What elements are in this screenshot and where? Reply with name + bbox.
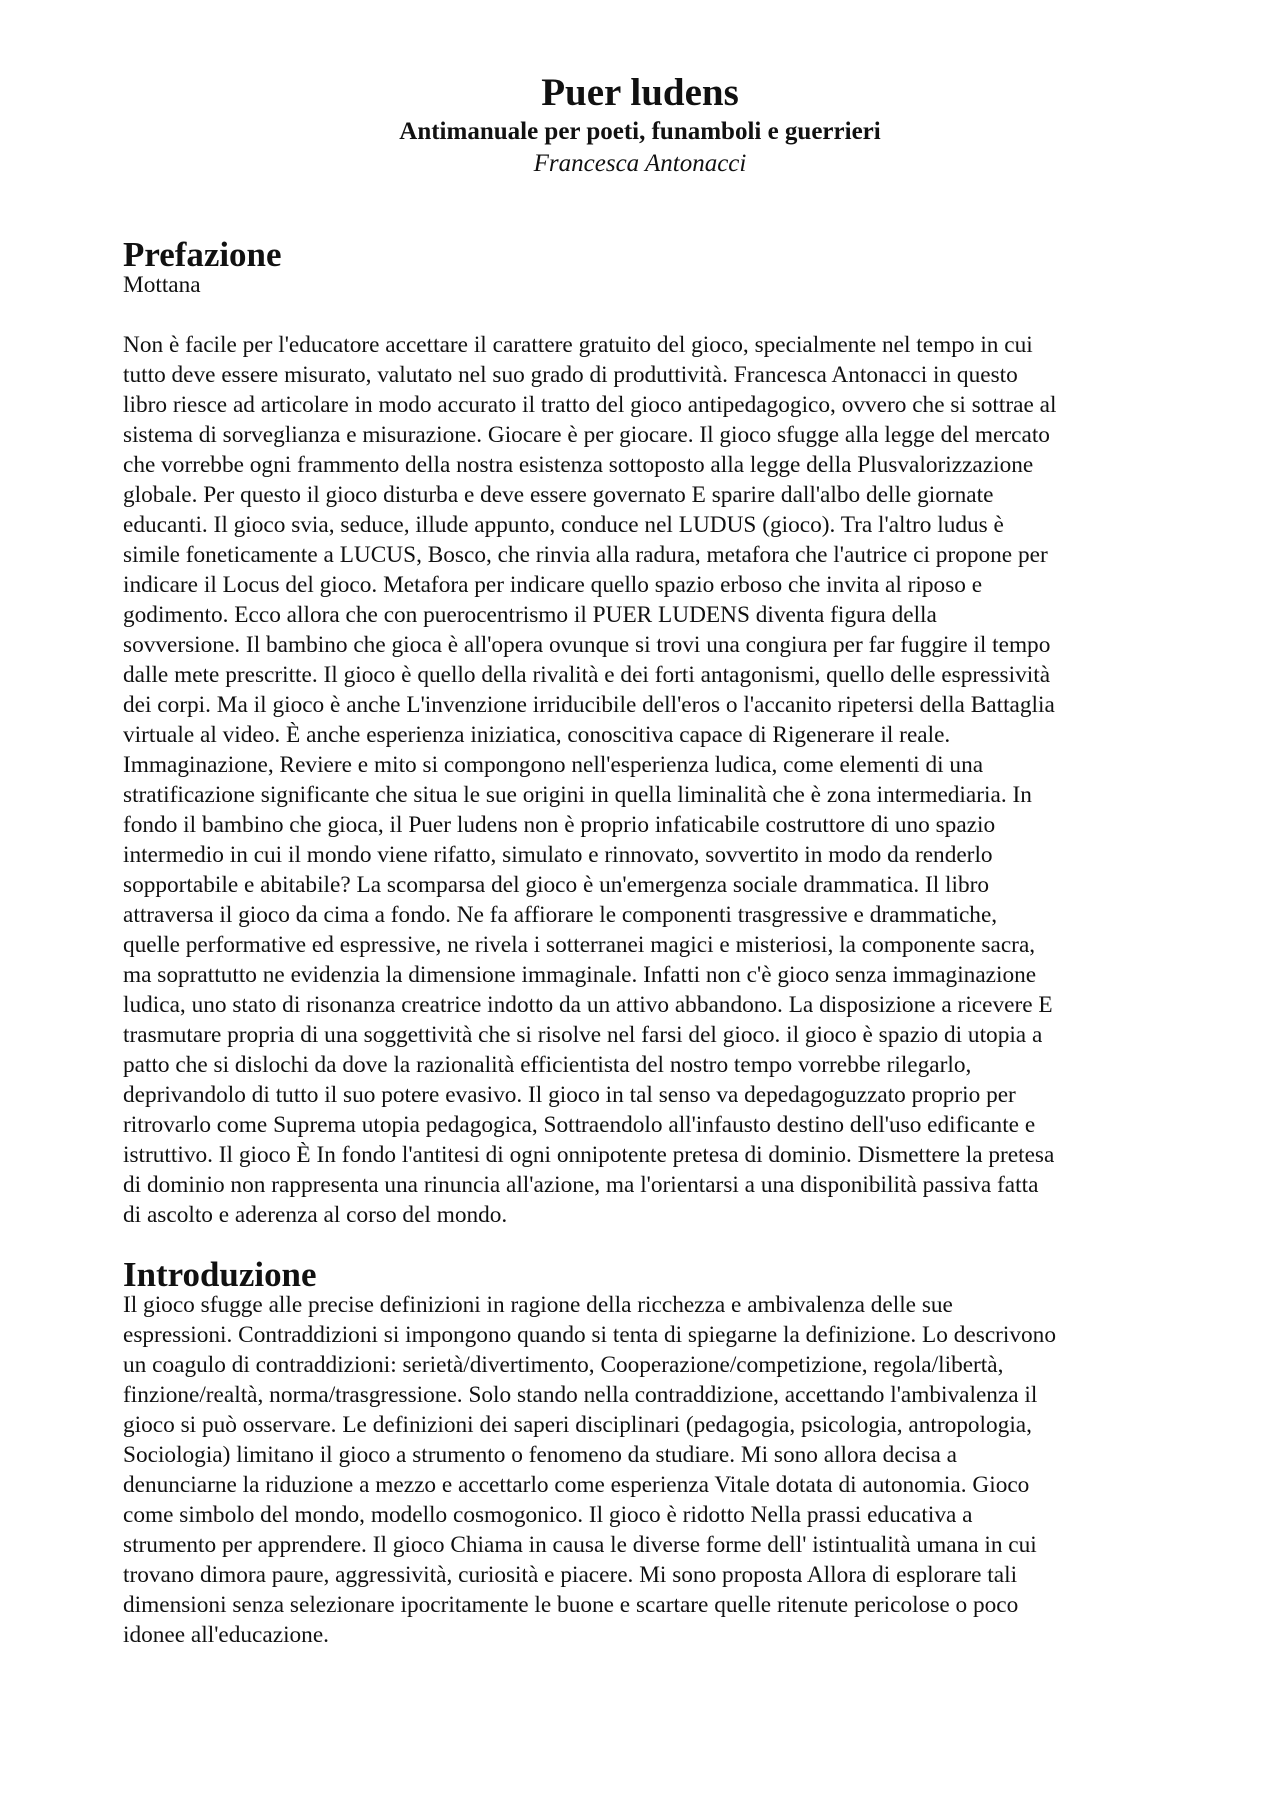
introduction-body: Il gioco sfugge alle precise definizioni in ragione della ricchezza e ambivalenza delle sue espressioni. Contraddizioni si impongono quando si tenta di spiegarne la definizione. Lo descrivono un coagulo di contraddizioni: serietà/divertimento, Cooperazione/competizione, regola/libertà, finzione/realtà, norma/trasgressione. Solo stando nella contraddizione, accettando l'ambivalenza il gioco si può osservare. Le definizioni dei saperi disciplinari (pedagogia, psicologia, antropologia, Sociologia) limitano il gioco a strumento o fenomeno da studiare. Mi sono allora decisa a denunciarne la riduzione a mezzo e accettarlo come esperienza Vitale dotata di autonomia. Gioco come simbolo del mondo, modello cosmogonico. Il gioco è ridotto Nella prassi educativa a strumento per apprendere. Il gioco Chiama in causa le diverse forme dell' istintualità umana in cui trovano dimora paure, aggressività, curiosità e piacere. Mi sono proposta Allora di esplorare tali dimensioni senza selezionare ipocritamente le buone e scartare quelle ritenute pericolose o poco idonee all'educazione. (123, 1292, 1056, 1648)
spacer (123, 300, 1163, 330)
introduction-section (123, 1255, 1163, 1650)
introduction-heading: Introduzione (123, 1255, 317, 1294)
document-author: Francesca Antonacci (533, 150, 747, 177)
preface-byline: Mottana (123, 272, 201, 298)
document-title: Puer ludens (541, 71, 739, 114)
title-block (0, 70, 1280, 180)
preface-heading: Prefazione (123, 235, 282, 274)
preface-section (123, 235, 1163, 1230)
preface-body: Non è facile per l'educatore accettare il carattere gratuito del gioco, specialmente nel tempo in cui tutto deve essere misurato, valutato nel suo grado di produttività. Francesca Antonacci in questo libro riesce ad articolare in modo accurato il tratto del gioco antipedagogico, ovvero che si sottrae al sistema di sorveglianza e misurazione. Giocare è per giocare. Il gioco sfugge alla legge del mercato che vorrebbe ogni frammento della nostra esistenza sottoposto alla legge della Plusvalorizzazione globale. Per questo il gioco disturba e deve essere governato E sparire dall'albo delle giornate educanti. Il gioco svia, seduce, illude appunto, conduce nel LUDUS (gioco). Tra l'altro ludus è simile foneticamente a LUCUS, Bosco, che rinvia alla radura, metafora che l'autrice ci propone per indicare il Locus del gioco. Metafora per indicare quello spazio erboso che invita al riposo e godimento. Ecco allora che con puerocentrismo il PUER LUDENS diventa figura della sovversione. Il bambino che gioca è all'opera ovunque si trovi una congiura per far fuggire il tempo dalle mete prescritte. Il gioco è quello della rivalità e dei forti antagonismi, quello delle espressività dei corpi. Ma il gioco è anche L'invenzione irriducibile dell'eros o l'accanito ripetersi della Battaglia virtuale al video. È anche esperienza iniziatica, conoscitiva capace di Rigenerare il reale. Immaginazione, Reviere e mito si compongono nell'esperienza ludica, come elementi di una stratificazione significante che situa le sue origini in quella liminalità che è zona intermediaria. In fondo il bambino che gioca, il Puer ludens non è proprio infaticabile costruttore di uno spazio intermedio in cui il mondo viene rifatto, simulato e rinnovato, sovvertito in modo da renderlo sopportabile e abitabile? La scomparsa del gioco è un'emergenza sociale drammatica. Il libro attraversa il gioco da cima a fondo. Ne fa affiorare le componenti trasgressive e drammatiche, quelle performative ed espressive, ne rivela i sotterranei magici e misteriosi, la componente sacra, ma soprattutto ne evidenzia la dimensione immaginale. Infatti non c'è gioco senza immaginazione ludica, uno stato di risonanza creatrice indotto da un attivo abbandono. La disposizione a ricevere E trasmutare propria di una soggettività che si risolve nel farsi del gioco. il gioco è spazio di utopia a patto che si dislochi da dove la razionalità efficientista del nostro tempo vorrebbe rilegarlo, deprivandolo di tutto il suo potere evasivo. Il gioco in tal senso va depedagoguzzato proprio per ritrovarlo come Suprema utopia pedagogica, Sottraendolo all'infausto destino dell'uso edificante e istruttivo. Il gioco È In fondo l'antitesi di ogni onnipotente pretesa di dominio. Dismettere la pretesa di dominio non rappresenta una rinuncia all'azione, ma l'orientarsi a una disponibilità passiva fatta di ascolto e aderenza al corso del mondo. (123, 332, 1057, 1228)
document-subtitle: Antimanuale per poeti, funamboli e guerrieri (399, 118, 881, 145)
document-content (123, 235, 1163, 1650)
